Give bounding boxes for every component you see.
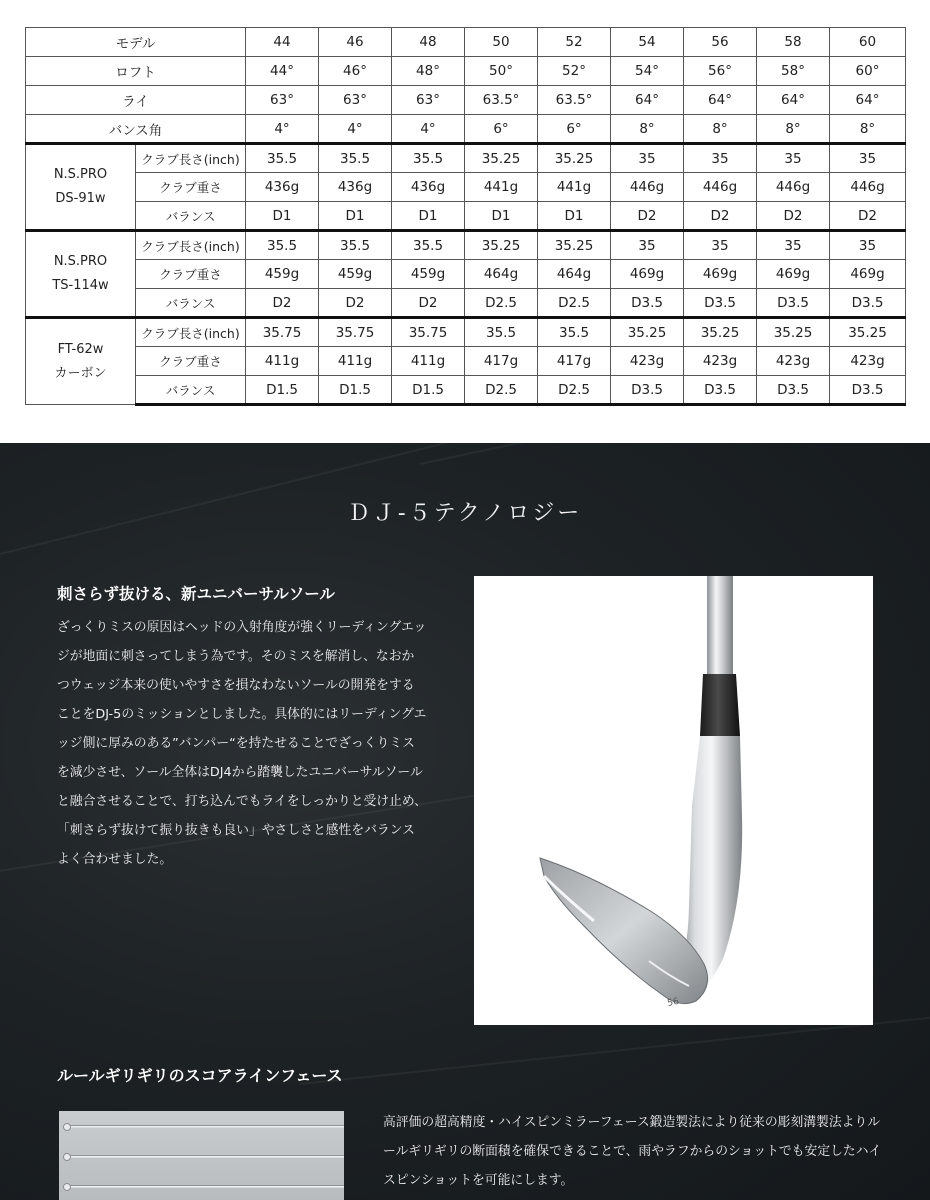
wedge-sole-image: [474, 576, 873, 1025]
spec-cell: 52°: [538, 57, 611, 86]
spec-header-row: [26, 57, 906, 86]
spec-cell: 35.5: [246, 144, 319, 173]
spec-cell: 35.5: [392, 231, 465, 260]
spec-cell: 35.5: [246, 231, 319, 260]
spec-cell: 469g: [757, 260, 830, 289]
spec-cell: 8°: [611, 115, 684, 144]
spec-cell: D3.5: [830, 376, 906, 405]
spec-cell: 436g: [392, 173, 465, 202]
spec-cell: 35.5: [319, 231, 392, 260]
spec-cell: 56°: [684, 57, 757, 86]
spec-cell: D3.5: [830, 289, 906, 318]
spec-cell: 35.5: [538, 318, 611, 347]
sole-heading: 刺さらず抜ける、新ユニバーサルソール: [57, 585, 335, 603]
spec-row-label: クラブ重さ: [136, 173, 246, 202]
spec-cell: 8°: [757, 115, 830, 144]
spec-cell: D3.5: [757, 289, 830, 318]
spec-cell: 35: [757, 144, 830, 173]
spec-cell: 446g: [757, 173, 830, 202]
spec-cell: 35.75: [246, 318, 319, 347]
shaft-name-cell: [26, 231, 136, 318]
score-groove: [65, 1155, 344, 1158]
spec-cell: 423g: [611, 347, 684, 376]
spec-cell: 63°: [392, 86, 465, 115]
spec-row-label: クラブ長さ(inch): [136, 144, 246, 173]
shaft-name-line1: N.S.PRO: [53, 254, 108, 269]
spec-cell: 411g: [392, 347, 465, 376]
spec-row: [26, 376, 906, 405]
spec-cell: 50°: [465, 57, 538, 86]
spec-cell: 63°: [319, 86, 392, 115]
spec-cell: 35: [757, 231, 830, 260]
spec-cell: D1: [319, 202, 392, 231]
spec-row-label: クラブ重さ: [136, 260, 246, 289]
spec-cell: 446g: [830, 173, 906, 202]
spec-cell: 8°: [684, 115, 757, 144]
spec-cell: 64°: [757, 86, 830, 115]
row-label: ライ: [26, 86, 246, 115]
spec-cell: 60°: [830, 57, 906, 86]
spec-cell: 8°: [830, 115, 906, 144]
spec-cell: 54°: [611, 57, 684, 86]
spec-cell: 411g: [319, 347, 392, 376]
background-streak: [420, 443, 930, 465]
spec-cell: 44: [246, 28, 319, 57]
spec-cell: 48: [392, 28, 465, 57]
spec-cell: 4°: [392, 115, 465, 144]
spec-header-row: [26, 115, 906, 144]
spec-cell: D1.5: [392, 376, 465, 405]
section-title: ＤＪ-５テクノロジー: [347, 501, 583, 526]
spec-cell: D2: [757, 202, 830, 231]
spec-cell: 436g: [246, 173, 319, 202]
shaft-name-cell: [26, 318, 136, 405]
spec-cell: 469g: [684, 260, 757, 289]
spec-cell: 35: [830, 144, 906, 173]
spec-cell: D2.5: [465, 289, 538, 318]
spec-cell: D3.5: [684, 376, 757, 405]
spec-cell: D2.5: [465, 376, 538, 405]
spec-table-body: [26, 28, 906, 405]
spec-cell: 35.25: [465, 144, 538, 173]
spec-cell: D3.5: [757, 376, 830, 405]
spec-cell: 423g: [757, 347, 830, 376]
spec-row: [26, 289, 906, 318]
spec-cell: 423g: [830, 347, 906, 376]
spec-cell: 52: [538, 28, 611, 57]
spec-cell: 35.25: [757, 318, 830, 347]
spec-cell: 63.5°: [538, 86, 611, 115]
spec-cell: D2: [246, 289, 319, 318]
shaft-name-line1: N.S.PRO: [53, 167, 108, 182]
spec-cell: 64°: [684, 86, 757, 115]
spec-header-row: [26, 86, 906, 115]
spec-cell: 4°: [246, 115, 319, 144]
spec-cell: 48°: [392, 57, 465, 86]
face-description: 高評価の超高精度・ハイスピンミラーフェース鍛造製法により従来の彫刻溝製法よりルールギリギリの断面積を確保できることで、雨やラフからのショットでも安定したハイスピンショットを可能にします。: [383, 1115, 882, 1188]
sole-description: ざっくりミスの原因はヘッドの入射角度が強くリーディングエッジが地面に刺さってしまう為です。そのミスを解消し、なおかつウェッジ本来の使いやすさを損なわないソールの開発をすることをDJ-5のミッションとしました。具体的にはリーディングエッジ側に厚みのある”バンパー“を持たせることでざっくりミスを減少させ、ソール全体はDJ4から踏襲したユニバーサルソールと融合させることで、打ち込んでもライをしっかりと受け止め、「刺さらず抜けて振り抜きも良い」やさしさと感性をバランスよく合わせました。: [57, 620, 427, 867]
spec-row-label: バランス: [136, 202, 246, 231]
spec-cell: 35.5: [392, 144, 465, 173]
shaft-name-cell: [26, 144, 136, 231]
spec-cell: 6°: [538, 115, 611, 144]
spec-cell: 446g: [611, 173, 684, 202]
row-label: バンス角: [26, 115, 246, 144]
spec-cell: 6°: [465, 115, 538, 144]
spec-row: [26, 173, 906, 202]
spec-cell: 35.25: [611, 318, 684, 347]
spec-cell: D2: [684, 202, 757, 231]
spec-cell: 469g: [830, 260, 906, 289]
spec-cell: 459g: [246, 260, 319, 289]
spec-cell: 35.25: [830, 318, 906, 347]
wedge-club-illustration: [474, 576, 873, 1025]
spec-cell: 411g: [246, 347, 319, 376]
spec-cell: 56: [684, 28, 757, 57]
spec-cell: 441g: [538, 173, 611, 202]
spec-cell: 417g: [465, 347, 538, 376]
spec-cell: 436g: [319, 173, 392, 202]
spec-row: [26, 318, 906, 347]
spec-cell: D2: [611, 202, 684, 231]
spec-cell: 35: [611, 231, 684, 260]
spec-cell: 46: [319, 28, 392, 57]
face-heading: ルールギリギリのスコアラインフェース: [57, 1066, 343, 1085]
spec-cell: 63.5°: [465, 86, 538, 115]
spec-cell: D2.5: [538, 289, 611, 318]
spec-cell: 63°: [246, 86, 319, 115]
spec-row: [26, 144, 906, 173]
row-label: モデル: [26, 28, 246, 57]
spec-cell: D3.5: [611, 376, 684, 405]
shaft-name-line1: FT-62w: [57, 341, 104, 357]
scoreline-face-image: [59, 1111, 344, 1200]
spec-cell: 35: [684, 231, 757, 260]
spec-cell: D3.5: [611, 289, 684, 318]
row-label: ロフト: [26, 57, 246, 86]
spec-cell: 35.75: [319, 318, 392, 347]
spec-cell: 58°: [757, 57, 830, 86]
spec-cell: 54: [611, 28, 684, 57]
score-groove-end: [63, 1183, 71, 1191]
spec-cell: 58: [757, 28, 830, 57]
spec-cell: D3.5: [684, 289, 757, 318]
spec-cell: D2.5: [538, 376, 611, 405]
spec-cell: D2: [392, 289, 465, 318]
spec-cell: 50: [465, 28, 538, 57]
spec-cell: 64°: [611, 86, 684, 115]
spec-cell: 35.5: [465, 318, 538, 347]
spec-cell: D1: [246, 202, 319, 231]
spec-cell: 35.25: [465, 231, 538, 260]
spec-cell: 459g: [319, 260, 392, 289]
spec-cell: 459g: [392, 260, 465, 289]
spec-cell: 441g: [465, 173, 538, 202]
spec-cell: D1.5: [246, 376, 319, 405]
spec-cell: 35.5: [319, 144, 392, 173]
spec-cell: 417g: [538, 347, 611, 376]
shaft-name-line2: TS-114w: [52, 278, 109, 293]
spec-cell: 64°: [830, 86, 906, 115]
spec-row: [26, 202, 906, 231]
spec-cell: 464g: [538, 260, 611, 289]
technology-section: [0, 443, 930, 1200]
spec-cell: D1: [538, 202, 611, 231]
score-groove: [65, 1185, 344, 1188]
spec-cell: D1: [465, 202, 538, 231]
spec-cell: 60: [830, 28, 906, 57]
shaft-name-line2: カーボン: [54, 365, 107, 381]
spec-cell: 35.25: [538, 144, 611, 173]
spec-cell: 464g: [465, 260, 538, 289]
spec-cell: 446g: [684, 173, 757, 202]
spec-cell: 46°: [319, 57, 392, 86]
spec-row: [26, 260, 906, 289]
spec-cell: D1.5: [319, 376, 392, 405]
score-groove: [65, 1125, 344, 1128]
spec-cell: 423g: [684, 347, 757, 376]
spec-cell: 35.75: [392, 318, 465, 347]
spec-row: [26, 347, 906, 376]
spec-cell: 35: [830, 231, 906, 260]
spec-cell: 35: [611, 144, 684, 173]
spec-cell: 469g: [611, 260, 684, 289]
score-groove-end: [63, 1123, 71, 1131]
spec-cell: 35.25: [684, 318, 757, 347]
spec-row-label: バランス: [136, 289, 246, 318]
spec-row-label: クラブ長さ(inch): [136, 231, 246, 260]
spec-row: [26, 231, 906, 260]
wedge-loft-label: 56: [666, 996, 680, 1009]
spec-cell: D2: [319, 289, 392, 318]
spec-table-section: [25, 27, 905, 406]
spec-cell: D2: [830, 202, 906, 231]
spec-row-label: クラブ重さ: [136, 347, 246, 376]
spec-cell: D1: [392, 202, 465, 231]
spec-header-row: [26, 28, 906, 57]
spec-row-label: バランス: [136, 376, 246, 405]
spec-cell: 4°: [319, 115, 392, 144]
spec-cell: 35: [684, 144, 757, 173]
spec-row-label: クラブ長さ(inch): [136, 318, 246, 347]
spec-table: [25, 27, 906, 406]
shaft-name-line2: DS-91w: [55, 191, 106, 206]
score-groove-end: [63, 1153, 71, 1161]
spec-cell: 35.25: [538, 231, 611, 260]
spec-cell: 44°: [246, 57, 319, 86]
